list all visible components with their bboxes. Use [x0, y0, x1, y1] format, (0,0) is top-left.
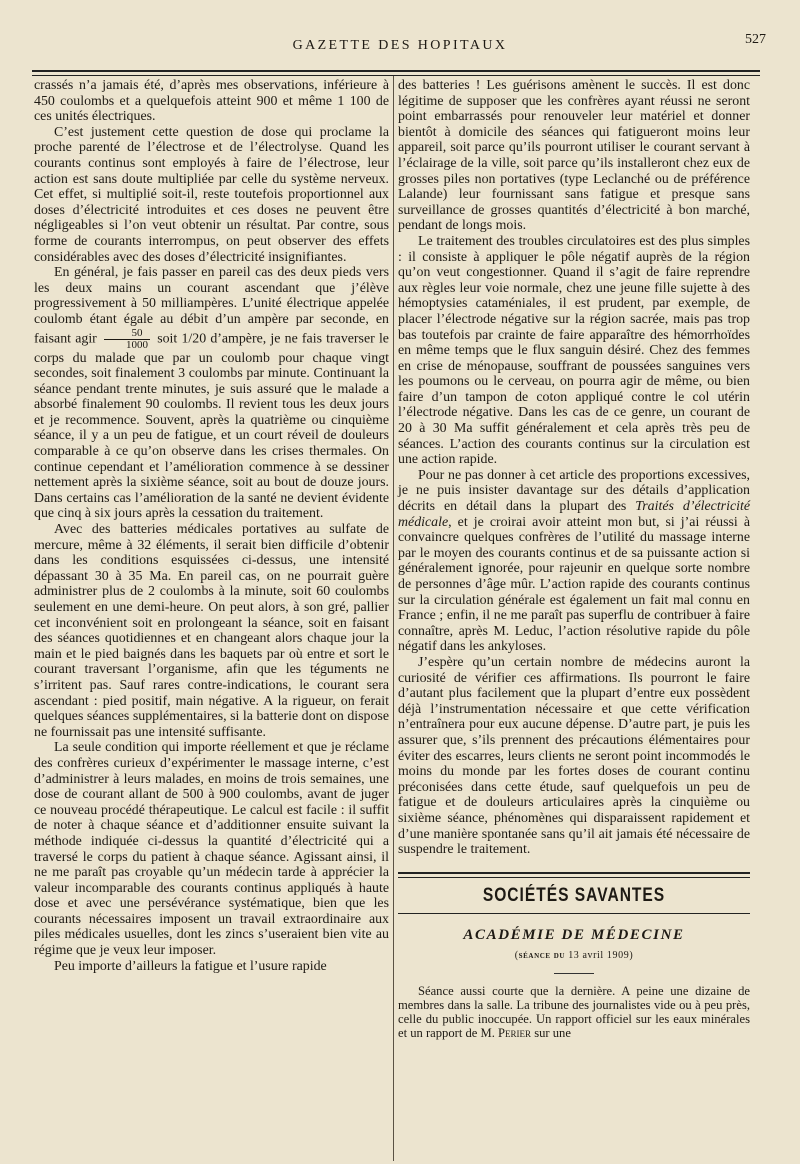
- paragraph: Le traitement des troubles circulatoires est des plus simples : il consiste à appliquer le pôle négatif auprès de la région qu’on veut congestionner. Quand il s’agit de faire reprendre aux règles leur voie normale, chez une jeune fille sujette à des hémoptysies cataméniales, il est prudent, par exemple, de placer l’électrode négative sur la région sacrée, mais pas trop bas toutefois par crainte de faire apparaître des hémorrhoïdes en même temps que le flux sanguin désiré. Chez des femmes en crise de ménopause, souffrant de poussées sanguines vers les poumons ou le cerveau, on pourra agir de même, ou bien faire d’un tampon de coton appliqué contre le col utérin l’électrode négative. Dans les cas de ce genre, un courant de 20 à 30 Ma suffit généralement et cela après très peu de séances. L’action des courants continus sur la circulation est une action rapide.: [398, 233, 750, 468]
- paragraph-text: En général, je fais passer en pareil cas des deux pieds vers les deux mains un courant ascendant que j’élève progressivement à 50 milliampères. L’unité électrique appelée coulomb étant égale au débit d’un ampère par seconde, en faisant agir: [34, 265, 389, 347]
- paragraph-text: , et je croirai avoir atteint mon but, si j’ai réussi à convaincre quelques confrères de l’utilité du massage interne par le moyen des courants continus et de sa puissante action si généralement ignorée, pour rajeunir en quelque sorte nombre de personnes d’âge mûr. L’action rapide des courants continus sur la circulation générale est également un fait mal connu en France ; enfin, il ne me paraît pas superflu de contribuer à faire connaître, après M. Leduc, l’action résolutive rapide du pôle négatif dans les ankyloses.: [398, 514, 750, 655]
- seance-label: séance du: [518, 949, 566, 961]
- academy-heading: ACADÉMIE DE MÉDECINE: [463, 927, 685, 944]
- section-rule: [398, 872, 750, 874]
- fraction: [104, 328, 150, 351]
- seance-date-value: 13 avril 1909: [568, 949, 630, 961]
- paragraph-text: Séance aussi courte que la dernière. A peine une dizaine de membres dans la salle. La tribune des journalistes vide ou à peu près, celle du public inoccupée. Un rapport officiel sur les eaux minérales et un rapport de M.: [398, 984, 750, 1041]
- paragraph: [398, 468, 750, 655]
- fraction-denominator: 1000: [126, 338, 148, 351]
- paragraph: crassés n’a jamais été, d’après mes observations, inférieure à 450 coulombs et a quelquefois atteint 900 et même 1 100 de ces unités électriques.: [34, 78, 389, 125]
- section-title: SOCIÉTÉS SAVANTES: [482, 884, 666, 906]
- right-column: [398, 78, 750, 1040]
- paragraph: [398, 984, 750, 1040]
- page-header: [30, 32, 770, 60]
- paragraph: J’espère qu’un certain nombre de médecins auront la curiosité de vérifier ces affirmations. Ils pourront le faire d’autant plus facilement que la plupart d’entre eux possèdent déjà l’instrumentation nécessaire et que cette vérification n’entraînera pour eux aucune dépense. D’autre part, je puis les assurer que, s’ils prennent des précautions élémentaires pour éviter des escarres, leurs clients ne seront point incommodés le moins du monde par les fortes doses de courant continu préconisées dans cette étude, sauf quelquefois un peu de fatigue et de douleurs articulaires après la cinquième ou sixième séance, phénomènes qui disparaissent rapidement et d’une manière spontanée sans qu’il ait jamais été nécessaire de suspendre le traitement.: [398, 654, 750, 858]
- paragraph-text: Pour ne pas donner à cet article des proportions excessives, je ne puis insister davantage sur des détails d’application décrits en détail dans la plupart des: [398, 467, 750, 515]
- paragraph: La seule condition qui importe réellement et que je réclame des confrères curieux d’expérimenter le massage interne, c’est d’administrer à leurs malades, en moins de trois semaines, une dose de courant allant de 500 à 900 coulombs, avant de juger ce nouveau procédé thérapeutique. Le calcul est facile : il suffit de noter à chaque séance et d’additionner ensuite suivant la méthode indiquée ci-dessus la quantité d’électricité qui a traversé le corps du patient à chaque séance. Agissant ainsi, il ne me paraît pas croyable qu’un médecin tarde à apprécier la valeur incomparable des courants continus appliqués à haute dose et avec une persévérance systématique, bien que les courants nécessaires imposent un travail extraordinaire aux piles médicales usuelles, dont les zincs s’useraient bien vite au régime que je veux leur imposer.: [34, 740, 389, 959]
- page-number: 527: [745, 32, 766, 47]
- paragraph-text: sur une: [534, 1026, 571, 1041]
- paragraph: [34, 265, 389, 522]
- column-divider: [393, 76, 394, 1161]
- running-title: GAZETTE DES HOPITAUX: [292, 38, 508, 53]
- paragraph-text: soit 1/20 d’ampère, je ne fais traverser le corps du malade que par un coulomb pour chaque vingt secondes, soit finalement 3 coulombs par minute. Continuant la séance pendant trente minutes, je suis assuré que le malade a absorbé finalement 90 coulombs. Il revient tous les deux jours et je recommence. Souvent, après la quatrième ou cinquième séance, il y a un peu de fatigue, et un court réveil de douleurs comparable à ce qu’on observe dans les crises thermales. On continue cependant et l’amélioration commence à se dessiner nettement après la sixième séance, soit au bout de douze jours. Dans certains cas l’amélioration de la santé ne devient évidente que cinq à six jours après la cessation du traitement.: [34, 331, 389, 522]
- section-rule: [398, 913, 750, 914]
- book-title: Traités d’électricité médicale: [398, 499, 750, 530]
- fraction-numerator: 50: [104, 328, 150, 340]
- header-rule: [32, 70, 760, 72]
- person-name: Perier: [498, 1026, 532, 1041]
- seance-date: (séance du 13 avril 1909): [514, 949, 634, 961]
- paragraph: C’est justement cette question de dose qui proclame la proche parenté de l’électrose et de l’électrolyse. Quand les courants continus sont employés à faire de l’électrose, leur action est sans doute multipliée par celle du système nerveux. Cet effet, si multiplié soit-il, reste toutefois proportionnel aux doses d’électricité introduites et ces doses ne peuvent être négligeables si l’on veut obtenir un résultat. Par contre, sous forme de courants interrompus, on peut observer des effets considérables avec des doses d’électricité insignifiantes.: [34, 124, 389, 265]
- left-column: [34, 78, 389, 974]
- paragraph: des batteries ! Les guérisons amènent le succès. Il est donc légitime de supposer que les confrères ayant réussi ne seront point embarrassés pour renouveler leur matériel et donner bientôt à domicile des séances qui fatigueront moins leur appareil, soit parce qu’ils pourront utiliser le courant servant à l’éclairage de la ville, soit parce qu’ils installeront chez eux de grosses piles non portatives (type Leclanché ou de préférence Lalande) leur fournissant sans fatigue et presque sans surveillance de grosses quantités d’électricité à bon marché, pendant de longs mois.: [398, 78, 750, 234]
- small-rule: [554, 973, 594, 974]
- paragraph: Avec des batteries médicales portatives au sulfate de mercure, même à 32 éléments, il serait bien difficile d’obtenir dans les conditions esquissées ci-dessus, une intensité dépassant 30 à 35 Ma. En pareil cas, on ne pourrait guère administrer plus de 2 coulombs à la minute, soit 60 coulombs seulement en une demi-heure. On peut alors, à son gré, pallier cet inconvénient soit en prolongeant la séance, soit en faisant des séances quotidiennes et en changeant alors chaque jour la main et le pied baignés dans les baquets par où entre et sort le courant traversant l’organisme, afin que les téguments ne s’irritent pas. Sauf rares contre-indications, le courant sera ascendant : pied positif, main négative. A la rigueur, on ferait quelques séances supplémentaires, si la batterie dont on dispose ne fournissait pas une intensité suffisante.: [34, 522, 389, 740]
- paragraph: Peu importe d’ailleurs la fatigue et l’usure rapide: [54, 958, 327, 974]
